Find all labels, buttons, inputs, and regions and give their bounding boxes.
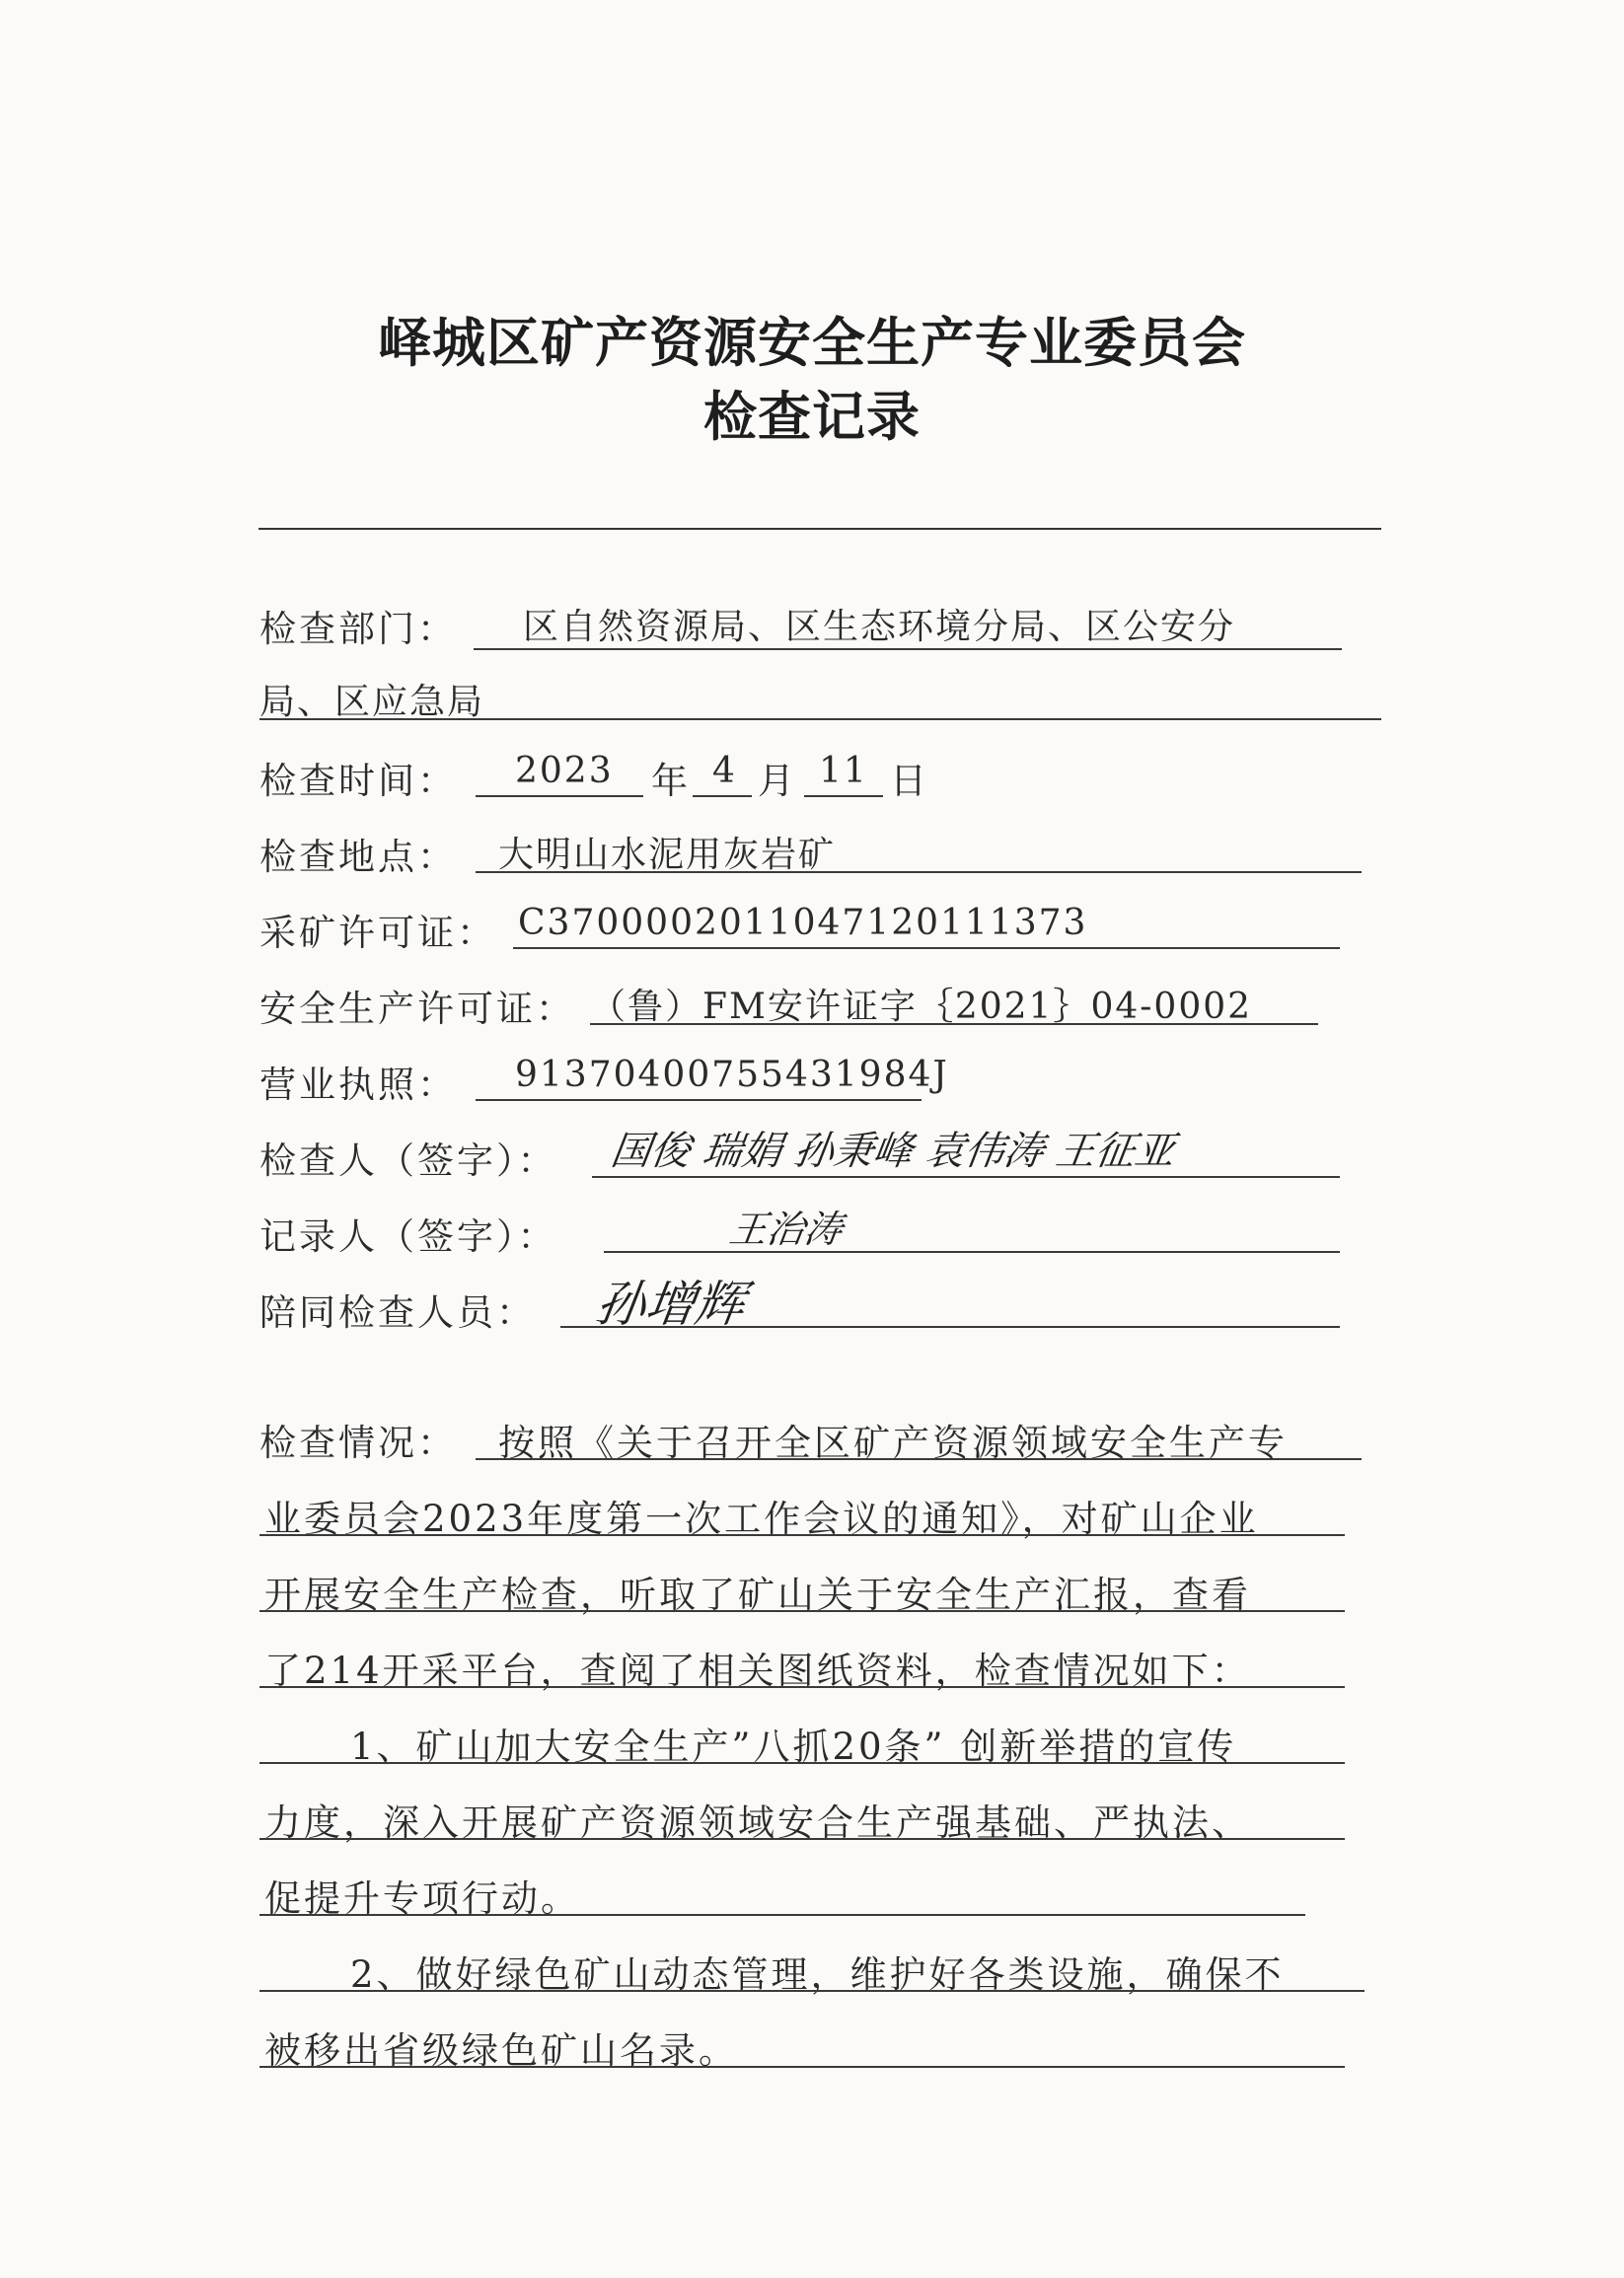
- situation-underline-9: [259, 2066, 1345, 2068]
- location-underline: [476, 871, 1362, 873]
- location-label: 检查地点：: [259, 836, 457, 878]
- department-label: 检查部门：: [259, 608, 457, 650]
- business-license-label: 营业执照：: [259, 1064, 457, 1106]
- mining-permit-value: C3700002011047120111373: [518, 903, 1088, 943]
- safety-permit-value: （鲁）FM安许证字｛2021｝04-0002: [590, 987, 1253, 1027]
- situation-line-1: 按照《关于召开全区矿产资源领域安全生产专: [498, 1422, 1288, 1464]
- situation-item-2-line-2: 被移出省级绿色矿山名录。: [264, 2029, 738, 2072]
- situation-item-1-line-1: 1、矿山加大安全生产”八抓20条” 创新举措的宣传: [350, 1726, 1237, 1768]
- time-month: 4: [712, 751, 737, 791]
- time-month-unit: 月: [758, 760, 797, 802]
- time-year-unit: 年: [651, 760, 691, 802]
- inspectors-label: 检查人（签字）：: [259, 1139, 557, 1182]
- location-value: 大明山水泥用灰岩矿: [498, 835, 837, 875]
- time-year-underline: [476, 795, 643, 797]
- time-day-unit: 日: [890, 760, 929, 802]
- situation-item-1-line-3: 促提升专项行动。: [264, 1877, 580, 1920]
- inspectors-signature: 国俊 瑞娟 孙秉峰 袁伟涛 王征亚: [608, 1129, 1178, 1174]
- time-month-underline: [693, 795, 752, 797]
- situation-item-1-line-2: 力度，深入开展矿产资源领域安合生产强基础、严执法、: [264, 1801, 1251, 1844]
- department-value-line-2: 局、区应急局: [259, 682, 485, 722]
- accompany-signature: 孙增辉: [592, 1276, 749, 1333]
- time-label: 检查时间：: [259, 760, 457, 802]
- recorder-signature: 王治涛: [726, 1208, 846, 1251]
- mining-permit-underline: [513, 947, 1340, 949]
- document-title-line-1: 峄城区矿产资源安全生产专业委员会: [378, 312, 1246, 374]
- document-title-line-2: 检查记录: [703, 386, 921, 448]
- title-divider: [258, 528, 1381, 530]
- situation-line-4: 了214开采平台，查阅了相关图纸资料，检查情况如下：: [264, 1650, 1251, 1692]
- time-year: 2023: [515, 751, 614, 791]
- situation-line-3: 开展安全生产检查，听取了矿山关于安全生产汇报，查看: [264, 1574, 1251, 1616]
- recorder-label: 记录人（签字）：: [259, 1215, 557, 1258]
- situation-underline-2: [259, 1534, 1345, 1536]
- recorder-underline: [604, 1251, 1340, 1253]
- business-license-underline: [476, 1099, 922, 1101]
- accompany-label: 陪同检查人员：: [259, 1291, 536, 1334]
- situation-underline-1: [476, 1458, 1362, 1460]
- safety-permit-label: 安全生产许可证：: [259, 988, 575, 1030]
- department-underline-2: [259, 718, 1381, 720]
- situation-item-2-line-1: 2、做好绿色矿山动态管理，维护好各类设施，确保不: [350, 1953, 1285, 1996]
- accompany-underline: [560, 1326, 1340, 1328]
- situation-underline-4: [259, 1686, 1345, 1688]
- situation-underline-7: [259, 1914, 1305, 1916]
- situation-underline-3: [259, 1610, 1345, 1612]
- situation-label: 检查情况：: [259, 1422, 457, 1464]
- business-license-value: 91370400755431984J: [515, 1055, 949, 1095]
- situation-underline-5: [259, 1762, 1345, 1764]
- time-day: 11: [819, 751, 868, 791]
- department-value-line-1: 区自然资源局、区生态环境分局、区公安分: [523, 607, 1236, 647]
- situation-underline-8: [259, 1990, 1365, 1992]
- mining-permit-label: 采矿许可证：: [259, 912, 496, 954]
- situation-line-2: 业委员会2023年度第一次工作会议的通知》，对矿山企业: [264, 1498, 1259, 1540]
- department-underline-1: [474, 648, 1342, 650]
- safety-permit-underline: [590, 1023, 1318, 1025]
- time-day-underline: [804, 795, 883, 797]
- situation-underline-6: [259, 1838, 1345, 1840]
- inspectors-underline: [592, 1176, 1340, 1178]
